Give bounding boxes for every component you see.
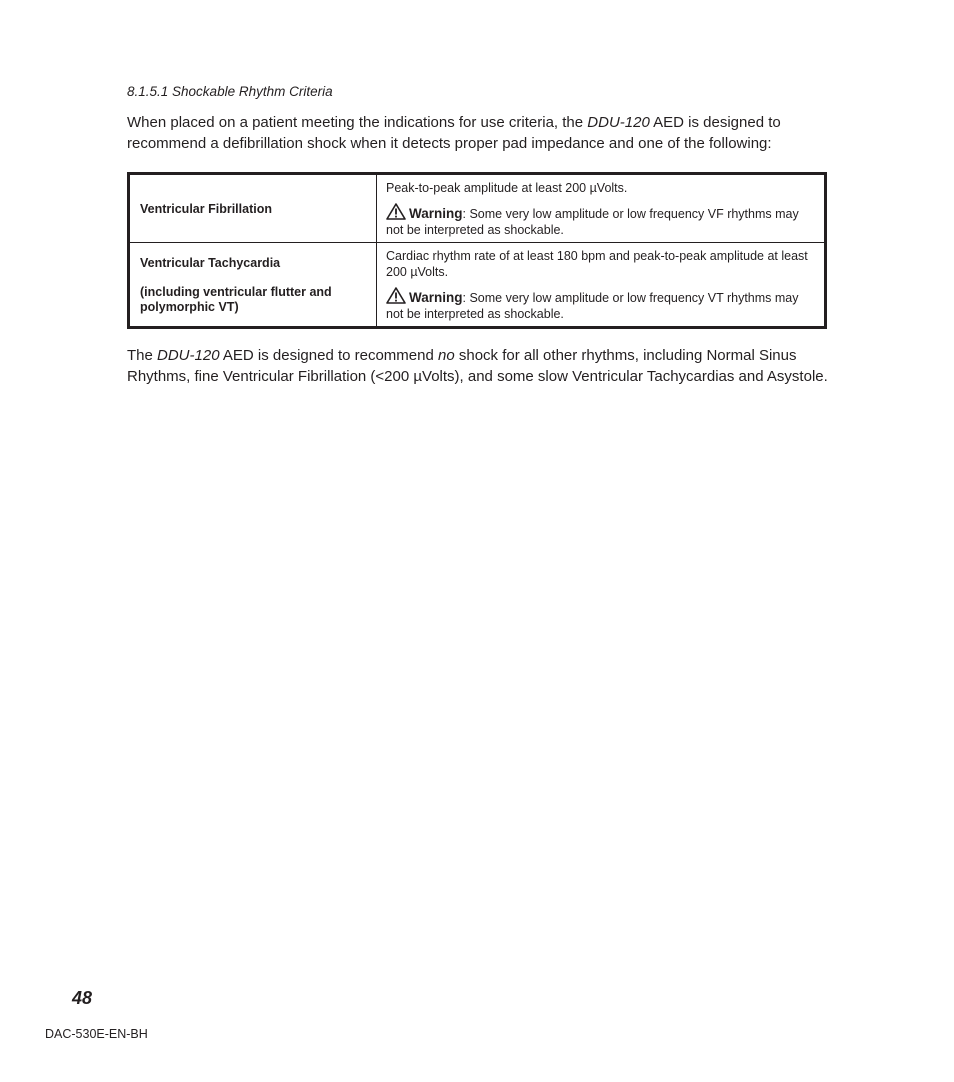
intro-device-name: DDU-120 xyxy=(587,114,650,131)
warning-text: : Some very low amplitude or low frequency VF rhythms may not be interpreted as shockable. xyxy=(386,207,799,237)
closing-paragraph xyxy=(127,345,837,387)
rhythm-name: Ventricular Tachycardia xyxy=(140,255,281,270)
rhythm-name-cell xyxy=(129,243,377,328)
table-row xyxy=(129,174,826,243)
warning-triangle-icon xyxy=(386,203,406,220)
section-heading: 8.1.5.1 Shockable Rhythm Criteria xyxy=(127,84,333,99)
closing-text-before: The xyxy=(127,347,158,364)
intro-text-after: AED is designed to recommend a defibrillation shock when it detects proper pad impedance and one of the following: xyxy=(127,114,781,152)
criteria-text: Cardiac rhythm rate of at least 180 bpm and peak-to-peak amplitude at least 200 µVolts. xyxy=(386,249,808,279)
criteria-text: Peak-to-peak amplitude at least 200 µVolts. xyxy=(386,181,628,195)
table-row xyxy=(129,243,826,328)
document-code: DAC-530E-EN-BH xyxy=(45,1027,148,1041)
criteria-cell xyxy=(377,174,826,243)
warning-note xyxy=(386,287,815,322)
rhythm-name-cell xyxy=(129,174,377,243)
closing-emphasis: no xyxy=(438,347,455,364)
shockable-criteria-table xyxy=(127,172,827,329)
intro-text-before: When placed on a patient meeting the indications for use criteria, the xyxy=(127,114,588,131)
page-number: 48 xyxy=(72,988,93,1008)
warning-label: Warning xyxy=(409,206,463,221)
criteria-cell xyxy=(377,243,826,328)
warning-text: : Some very low amplitude or low frequency VT rhythms may not be interpreted as shockable. xyxy=(386,291,799,321)
closing-text-after: shock for all other rhythms, including Normal Sinus Rhythms, fine Ventricular Fibrillation (<200 µVolts), and some slow Ventricular Tachycardias and Asystole. xyxy=(127,347,828,385)
closing-text-middle: AED is designed to recommend xyxy=(219,347,438,364)
warning-note xyxy=(386,203,815,238)
rhythm-name: Ventricular Fibrillation xyxy=(140,201,272,216)
rhythm-subtitle: (including ventricular flutter and polymorphic VT) xyxy=(140,284,332,314)
closing-device-name: DDU-120 xyxy=(157,347,220,364)
warning-triangle-icon xyxy=(386,287,406,304)
intro-paragraph xyxy=(127,112,837,154)
warning-label: Warning xyxy=(409,290,463,305)
